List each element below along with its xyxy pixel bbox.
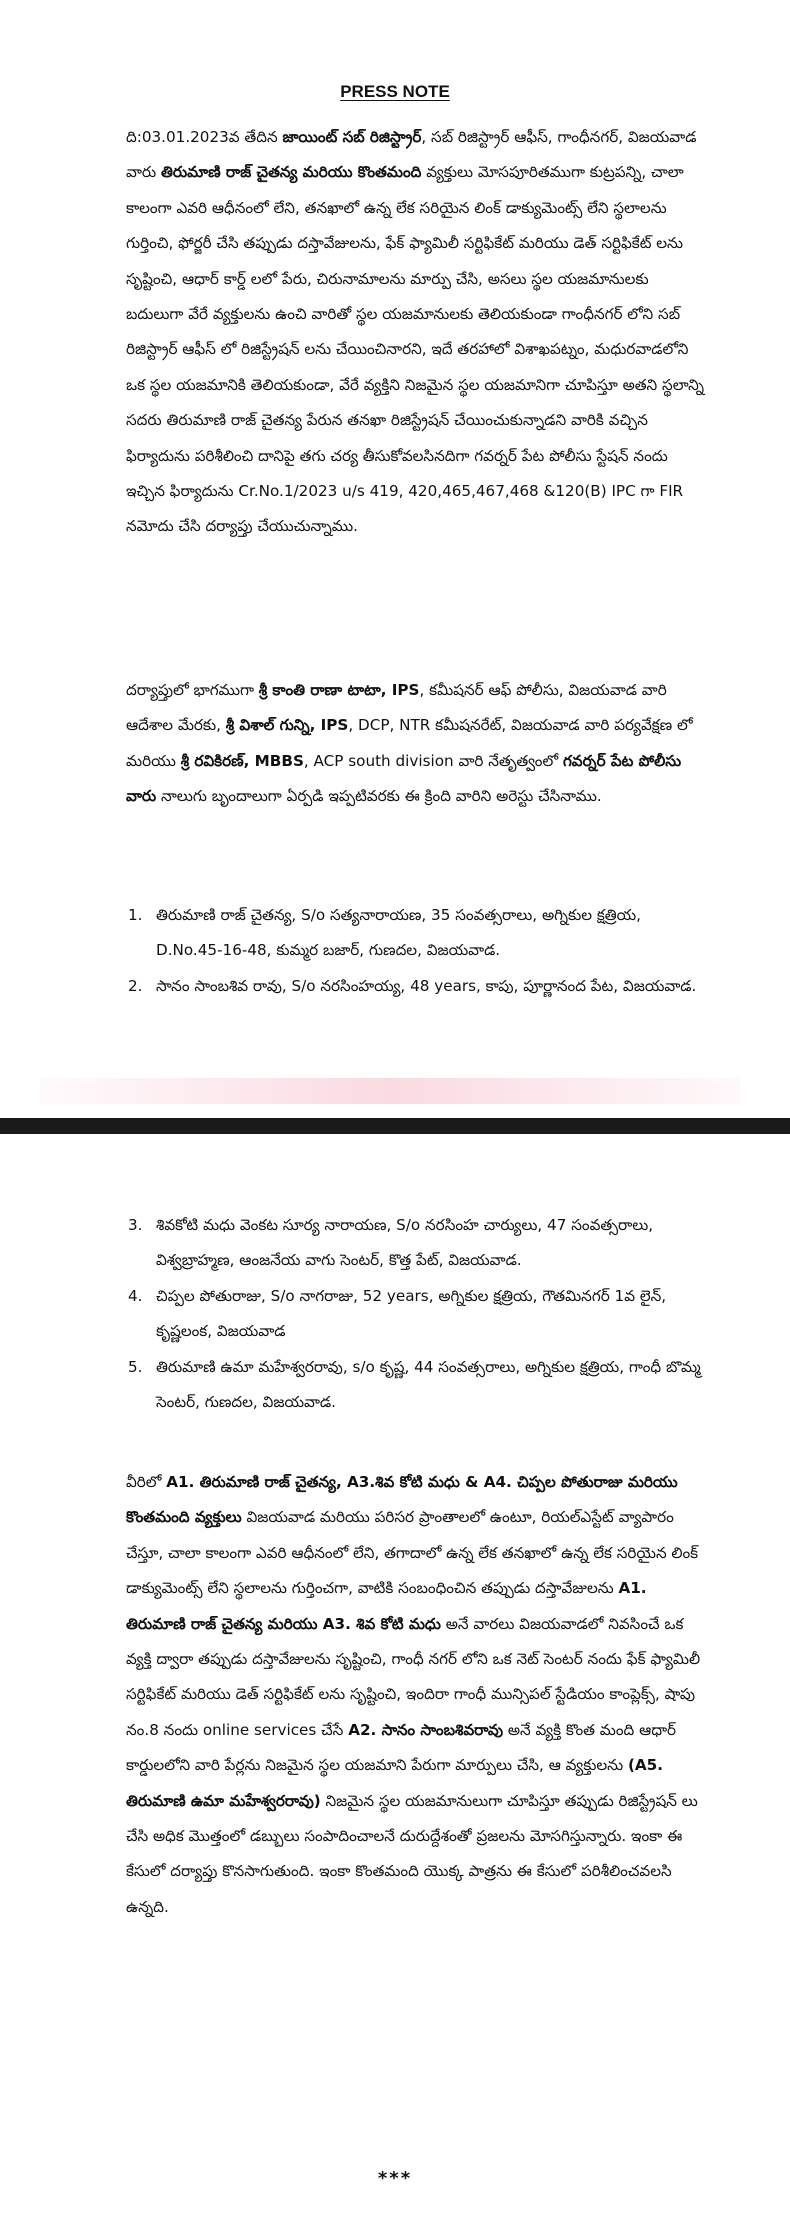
list-item: 4. చిప్పల పోతురాజు, S/o నాగరాజు, 52 years, అగ్నికుల క్షత్రియ, గౌతమినగర్ 1వ లైన్, కృష్ణలంక, విజయవాడ (128, 1286, 667, 1341)
list-item: 3. శివకోటి మధు వెంకట సూర్య నారాయణ, S/o నరసింహ చార్యులు, 47 సంవత్సరాలు, విశ్వబ్రాహ్మణ, ఆంజనేయ వాగు సెంటర్, కొత్త పేట్, విజయవాడ. (128, 1216, 654, 1270)
end-mark: *** (377, 2168, 413, 2189)
arrested-list-part-one (128, 898, 708, 1004)
list-item: 5. తిరుమాణి ఉమా మహేశ్వరరావు, s/o కృష్ణ, 44 సంవత్సరాలు, అగ్నికుల క్షత్రియ, గాంధీ బొమ్మ సెంటర్, గుణదల, విజయవాడ. (128, 1357, 701, 1412)
page-divider (0, 1118, 790, 1134)
arrested-list-part-two (128, 1208, 708, 1420)
scan-artifact-strip (40, 1078, 740, 1104)
press-note-title: PRESS NOTE (340, 82, 450, 101)
paragraph-investigation: దర్యాప్తులో భాగముగా శ్రీ కాంతి రాణా టాటా, IPS, కమీషనర్ ఆఫ్ పోలీసు, విజయవాడ వారి ఆదేశాల మేరకు, శ్రీ విశాల్ గున్ని, IPS, DCP, NTR కమీషనరేట్, విజయవాడ వారి పర్యవేక్షణ లో మరియు శ్రీ రవికిరణ్, MBBS, ACP south division వారి నేతృత్వంలో గవర్నర్ పేట పోలీసు వారు నాలుగు బృందాలుగా ఏర్పడి ఇప్పటివరకు ఈ క్రింది వారిని అరెస్టు చేసినాము. (126, 681, 693, 806)
list-item: 1. తిరుమాణి రాజ్ చైతన్య, S/o సత్యనారాయణ, 35 సంవత్సరాలు, అగ్నికుల క్షత్రియ, D.No.45-16-48, కుమ్మర బజార్, గుణదల, విజయవాడ. (128, 906, 641, 960)
paragraph-complaint: ది:03.01.2023వ తేదిన జాయింట్ సబ్ రిజిస్ట్రార్, సబ్ రిజిస్ట్రార్ ఆఫీస్, గాంధీనగర్, విజయవాడ వారు తిరుమాణి రాజ్ చైతన్య మరియు కొంతమంది వ్యక్తులు మోసపూరితముగా కుట్రపన్ని, చాలా కాలంగా ఎవరి ఆధీనంలో లేని, తనఖాలో ఉన్న లేక సరియైన లింక్ డాక్యుమెంట్స్ లేని స్థలాలను గుర్తించి, ఫోర్జరీ చేసి తప్పుడు దస్తావేజులను, ఫేక్ ఫ్యామిలీ సర్టిఫికేట్ మరియు డెత్ సర్టిఫికేట్ లను సృష్టించి, ఆధార్ కార్డ్ లలో పేరు, చిరునామాలను మార్పు చేసి, అసలు స్థల యజమానులకు బదులుగా వేరే వ్యక్తులను ఉంచి వారితో స్థల యజమానులకు తెలియకుండా గాంధీనగర్ లోని సబ్ రిజిస్ట్రార్ ఆఫీస్ లో రిజిస్ట్రేషన్ లను చేయించినారని, ఇదే తరహాలో విశాఖపట్నం, మధురవాడలోని ఒక స్థల యజమానికి తెలియకుండా, వేరే వ్యక్తిని నిజమైన స్థల యజమానిగా చూపిస్తూ అతని స్థలాన్ని సదరు తిరుమాణి రాజ్ చైతన్య పేరున తనఖా రిజిస్ట్రేషన్ చేయించుకున్నాడని వారికి వచ్చిన ఫిర్యాదును పరిశీలించి దానిపై తగు చర్య తీసుకోవలసినదిగా గవర్నర్ పేట పోలీసు స్టేషన్ నందు ఇచ్చిన ఫిర్యాదును Cr.No.1/2023 u/s 419, 420,465,467,468 &120(B) IPC గా FIR నమోదు చేసి దర్యాప్తు చేయుచున్నాము. (126, 128, 704, 536)
list-item: 2. సానం సాంబశివ రావు, S/o నరసింహయ్య, 48 years, కాపు, పూర్ణానంద పేట, విజయవాడ. (128, 976, 697, 995)
paragraph-modus-operandi: వీరిలో A1. తిరుమాణి రాజ్ చైతన్య, A3.శివ కోటి మధు & A4. చిప్పల పోతురాజు మరియు కొంతమంది వ్యక్తులు విజయవాడ మరియు పరిసర ప్రాంతాలలో ఉంటూ, రియల్ఎస్టేట్ వ్యాపారం చేస్తూ, చాలా కాలంగా ఎవరి ఆధీనంలో లేని, తగాదాలో ఉన్న లేక తనఖాలో ఉన్న లేక సరియైన లింక్ డాక్యుమెంట్స్ లేని స్థలాలను గుర్తించగా, వాటికి సంబంధించిన తప్పుడు దస్తావేజులను A1. తిరుమాణి రాజ్ చైతన్య మరియు A3. శివ కోటి మధు అనే వారలు విజయవాడలో నివసించే ఒక వ్యక్తి ద్వారా తప్పుడు దస్తావేజులను సృష్టించి, గాంధీ నగర్ లోని ఒక నెట్ సెంటర్ నందు ఫేక్ ఫ్యామిలీ సర్టిఫికేట్ మరియు డెత్ సర్టిఫికేట్ లను సృష్టించి, ఇందిరా గాంధీ మున్సిపల్ స్టేడియం కాంప్లెక్స్, షాపు నం.8 నందు online services చేసే A2. సానం సాంబశివరావు అనే వ్యక్తి కొంత మంది ఆధార్ కార్డులలోని వారి పేర్లను నిజమైన స్థల యజమాని పేరుగా మార్పులు చేసి, ఆ వ్యక్తులను (A5. తిరుమాణి ఉమా మహేశ్వరరావు) నిజమైన స్థల యజమానులుగా చూపిస్తూ తప్పుడు రిజిస్ట్రేషన్ లు చేసి అధిక మొత్తంలో డబ్బులు సంపాదించాలనే దురుద్దేశంతో ప్రజలను మోసగిస్తున్నారు. ఇంకా ఈ కేసులో దర్యాప్తు కొనసాగుతుంది. ఇంకా కొంతమంది యొక్క పాత్రను ఈ కేసులో పరిశీలించవలసి ఉన్నది. (126, 1473, 701, 1916)
